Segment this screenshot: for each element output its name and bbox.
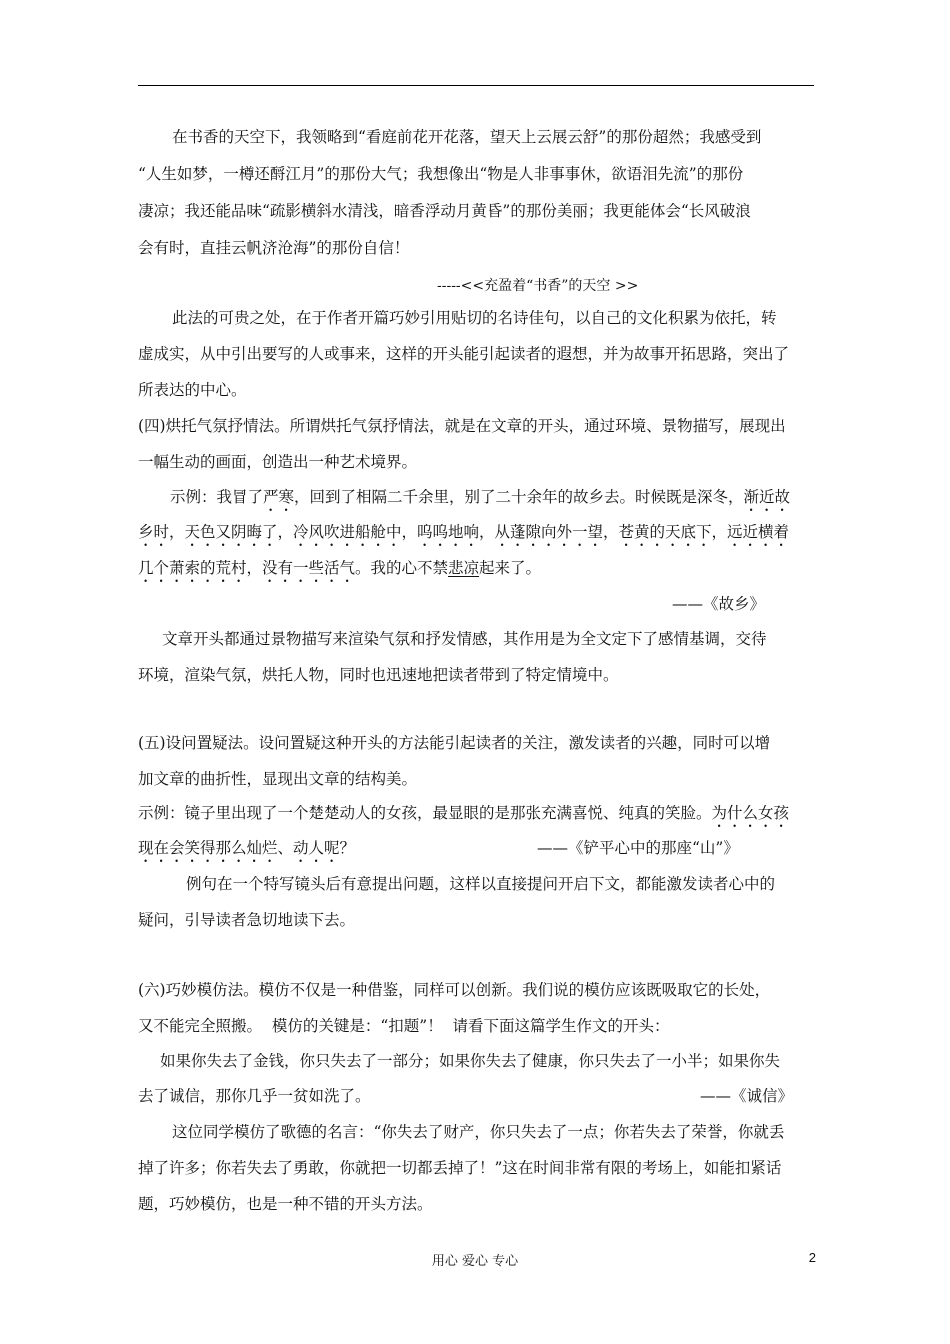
example-line: 几个萧索的荒村，没有一些活气。我的心不禁悲凉起来了。 <box>138 559 542 577</box>
paragraph-line: 加文章的曲折性，显现出文章的结构美。 <box>138 770 418 788</box>
paragraph-line: 环境，渲染气氛，烘托人物，同时也迅速地把读者带到了特定情境中。 <box>138 666 619 684</box>
source-citation: -----<<充盈着“书香”的天空 >> <box>437 278 639 294</box>
paragraph-line: 疑问，引导读者急切地读下去。 <box>138 911 356 929</box>
paragraph-line: 掉了许多；你若失去了勇敢，你就把一切都丢掉了！”这在时间非常有限的考场上，如能扣紧话 <box>138 1159 782 1177</box>
example-line: 示例：镜子里出现了一个楚楚动人的女孩，最显眼的是那张充满喜悦、纯真的笑脸。为什么女孩 <box>138 804 790 822</box>
paragraph-line: 凄凉；我还能品味“疏影横斜水清浅，暗香浮动月黄昏”的那份美丽；我更能体会“长风破浪 <box>138 202 751 220</box>
example-line: 乡时，天色又阴晦了，冷风吹进船舱中，呜呜地响，从蓬隙向外一望，苍黄的天底下，远近横着 <box>138 523 790 541</box>
paragraph-line: 文章开头都通过景物描写来渲染气氛和抒发情感，其作用是为全文定下了感情基调，交待 <box>162 630 767 648</box>
paragraph-line: 所表达的中心。 <box>138 381 247 399</box>
example-line: 示例：我冒了严寒，回到了相隔二千余里，别了二十余年的故乡去。时候既是深冬，渐近故 <box>170 488 791 506</box>
paragraph-line: 一幅生动的画面，创造出一种艺术境界。 <box>138 453 418 471</box>
paragraph-line: 又不能完全照搬。 模仿的关键是：“扣题”！ 请看下面这篇学生作文的开头： <box>138 1017 670 1035</box>
paragraph-line: “人生如梦，一樽还酹江月”的那份大气；我想像出“物是人非事事休，欲语泪先流”的那份 <box>138 165 744 183</box>
source-citation: ——《铲平心中的那座“山”》 <box>537 839 739 857</box>
paragraph-line: 在书香的天空下，我领略到“看庭前花开花落，望天上云展云舒”的那份超然；我感受到 <box>172 128 762 146</box>
section-heading-line: (六)巧妙模仿法。模仿不仅是一种借鉴，同样可以创新。我们说的模仿应该既吸取它的长处， <box>138 981 771 999</box>
source-citation: ——《故乡》 <box>672 595 766 613</box>
paragraph-line: 这位同学模仿了歌德的名言：“你失去了财产，你只失去了一点；你若失去了荣誉，你就丢 <box>172 1123 785 1141</box>
paragraph-line: 会有时，直挂云帆济沧海”的那份自信！ <box>138 239 410 257</box>
header-rule <box>138 85 814 86</box>
paragraph-line: 虚成实，从中引出要写的人或事来，这样的开头能引起读者的遐想，并为故事开拓思路，突出了 <box>138 345 790 363</box>
page-footer: 用心 爱心 专心 <box>431 1254 519 1269</box>
paragraph-line: 题，巧妙模仿，也是一种不错的开头方法。 <box>138 1195 433 1213</box>
example-line: 去了诚信，那你几乎一贫如洗了。 <box>138 1087 371 1105</box>
page-number: 2 <box>808 1250 816 1265</box>
example-line: 现在会笑得那么灿烂、动人呢？ <box>138 839 356 857</box>
section-heading-line: (四)烘托气氛抒情法。所谓烘托气氛抒情法，就是在文章的开头，通过环境、景物描写，展现出 <box>138 417 786 435</box>
paragraph-line: 此法的可贵之处，在于作者开篇巧妙引用贴切的名诗佳句，以自己的文化积累为依托，转 <box>172 309 777 327</box>
example-line: 如果你失去了金钱，你只失去了一部分；如果你失去了健康，你只失去了一小半；如果你失 <box>160 1052 781 1070</box>
paragraph-line: 例句在一个特写镜头后有意提出问题，这样以直接提问开启下文，都能激发读者心中的 <box>186 875 776 893</box>
section-heading-line: (五)设问置疑法。设问置疑这种开头的方法能引起读者的关注，激发读者的兴趣，同时可以增 <box>138 734 771 752</box>
source-citation: ——《诚信》 <box>700 1087 794 1105</box>
